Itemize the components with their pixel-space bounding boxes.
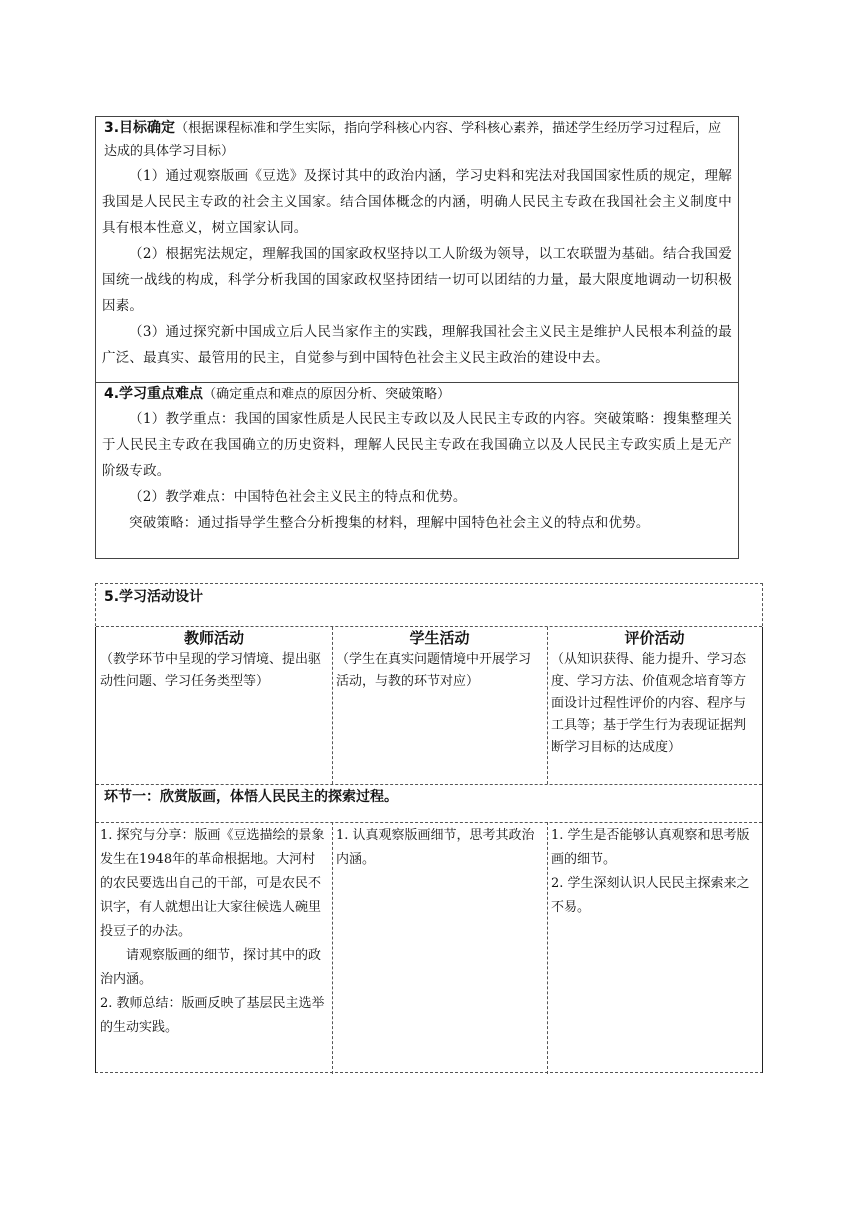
teacher-header-label: 教师活动 — [183, 629, 244, 647]
evaluation-header-desc: （从知识获得、能力提升、学习态度、学习方法、价值观念培育等方面设计过程性评价的内容、程序与工具等；基于学生行为表现证据判断学习目标的达成度） — [551, 652, 747, 755]
difficult-point: （2）教学难点：中国特色社会主义民主的特点和优势。 — [129, 489, 467, 505]
key-points-section — [95, 382, 739, 559]
activity-design-table — [95, 583, 763, 1073]
student-header-label: 学生活动 — [409, 629, 470, 647]
activity-design-title: 5.学习活动设计 — [96, 584, 762, 627]
evaluation-activity-cell — [547, 822, 762, 922]
objective-2: （2）根据宪法规定，理解我国的国家政权坚持以工人阶级为领导，以工农联盟为基础。结合我国爱国统一战线的构成，科学分析我国的国家政权坚持团结一切可以团结的力量，最大限度地调动一切积极因素。 — [102, 246, 732, 314]
evaluation-activity-2: 2. 学生深刻认识人民民主探索来之不易。 — [551, 876, 750, 915]
objective-3: （3）通过探究新中国成立后人民当家作主的实践，理解我国社会主义民主是维护人民根本利益的最广泛、最真实、最管用的民主，自觉参与到中国特色社会主义民主政治的建设中去。 — [102, 324, 732, 366]
teacher-activity-2: 2. 教师总结：版画反映了基层民主选举的生动实践。 — [100, 996, 325, 1035]
column-divider — [332, 627, 333, 784]
key-point: （1）教学重点：我国的国家性质是人民民主专政以及人民民主专政的内容。突破策略：搜集整理关于人民民主专政在我国确立的历史资料，理解人民民主专政在我国确立以及人民民主专政实质上是无产阶级专政。 — [102, 411, 732, 479]
objectives-title: 3.目标确定 — [104, 120, 176, 136]
learning-objectives-section — [95, 116, 739, 382]
breakthrough-strategy: 突破策略：通过指导学生整合分析搜集的材料，理解中国特色社会主义的特点和优势。 — [129, 515, 650, 531]
student-activity-cell — [332, 822, 547, 874]
key-points-note: （确定重点和难点的原因分析、突破策略） — [203, 387, 451, 402]
objective-1: （1）通过观察版画《豆选》及探讨其中的政治内涵，学习史料和宪法对我国国家性质的规定，理解我国是人民民主专政的社会主义国家。结合国体概念的内涵，明确人民民主专政在我国社会主义制度中具有根本性意义，树立国家认同。 — [102, 168, 732, 236]
evaluation-activity-1: 1. 学生是否能够认真观察和思考版画的细节。 — [551, 828, 750, 867]
teacher-activity-prompt: 请观察版画的细节，探讨其中的政治内涵。 — [100, 948, 322, 987]
teacher-activity-cell — [96, 822, 332, 1042]
objectives-heading — [96, 117, 738, 163]
teacher-activity-1: 1. 探究与分享：版画《豆选描绘的景象发生在1948年的革命根据地。大河村的农民要选出自己的干部，可是农民不识字，有人就想出让大家往候选人碗里投豆子的办法。 — [100, 828, 325, 939]
student-activity-1: 1. 认真观察版画细节，思考其政治内涵。 — [336, 828, 535, 867]
table-right-border — [762, 627, 763, 1073]
stage-one-title: 环节一：欣赏版画，体悟人民民主的探索过程。 — [104, 789, 398, 805]
objectives-note: （根据课程标准和学生实际，指向学科核心内容、学科核心素养，描述学生经历学习过程后，应达成的具体学习目标） — [104, 121, 722, 159]
evaluation-header-label: 评价活动 — [624, 629, 685, 647]
key-points-heading — [96, 383, 738, 406]
teacher-header-desc: （教学环节中呈现的学习情境、提出驱动性问题、学习任务类型等） — [100, 652, 322, 689]
key-points-title: 4.学习重点难点 — [104, 386, 204, 402]
student-header-desc: （学生在真实问题情境中开展学习活动，与教的环节对应） — [336, 652, 532, 689]
column-divider — [547, 627, 548, 784]
